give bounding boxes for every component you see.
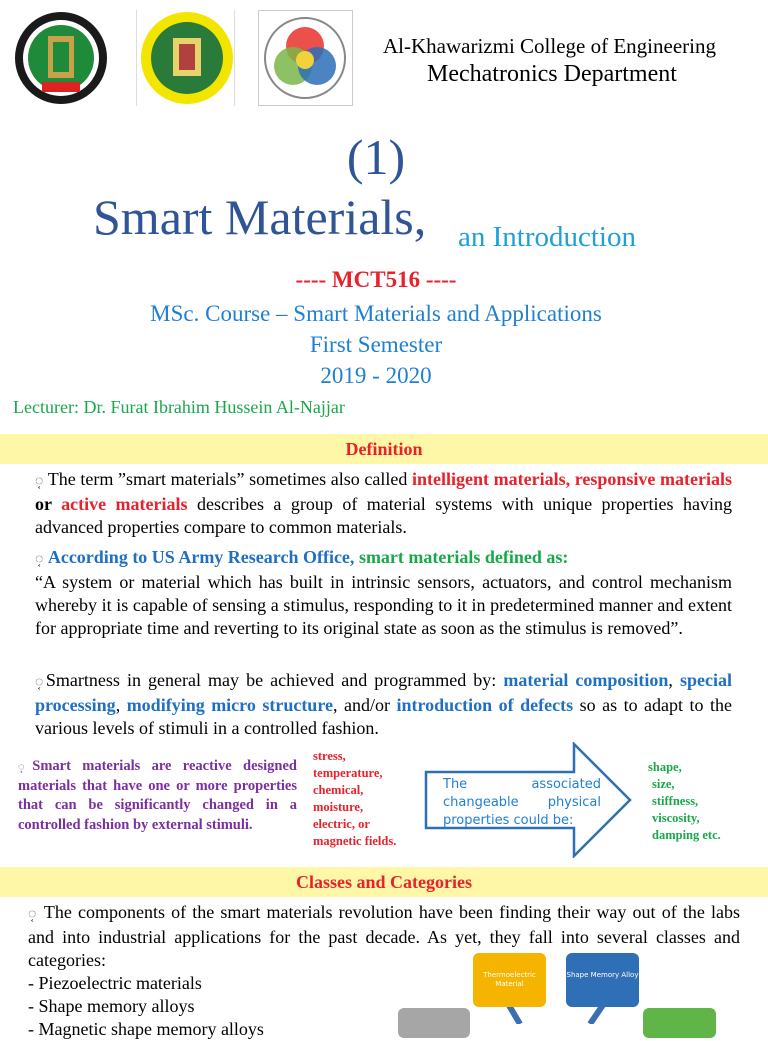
college-name: Al-Khawarizmi College of Engineering — [383, 34, 716, 58]
bullet-icon: ◌͔ — [28, 906, 38, 922]
arrow-text: The associated changeable physical properties could be: — [443, 777, 601, 828]
class-item: - Piezoelectric materials — [28, 973, 202, 993]
bullet-icon: ◌͔ — [35, 674, 46, 690]
logo-divider — [136, 10, 137, 106]
college-seal-icon — [140, 10, 235, 106]
stimuli-list: stress, temperature, chemical, moisture, electric, or magnetic fields. — [313, 749, 397, 848]
bullet-icon: ◌͔ — [35, 551, 44, 567]
army-definition-quote: “A system or material which has built in intrinsic sensors, actuators, and control mechanism whereby it is capable of sensing a stimulus, responding to it in predetermined manner and extent for appropriate time and reverting to its original state as soon as the stimulus is removed”. — [35, 572, 732, 638]
class-item: - Magnetic shape memory alloys — [28, 1019, 264, 1039]
page-title: Smart Materials, — [93, 189, 427, 245]
lecturer-name: Lecturer: Dr. Furat Ibrahim Hussein Al-Najjar — [13, 397, 345, 417]
university-seal-icon — [12, 10, 110, 106]
definition-paragraph-3: ◌͔Smartness in general may be achieved and programmed by: material composition, special processing, modifying micro structure, and/or introduction of defects so as to adapt to the various levels of stimuli in a controlled fashion. — [35, 670, 733, 738]
logo-divider — [234, 10, 235, 106]
department-name: Mechatronics Department — [427, 61, 677, 87]
category-box-green — [643, 1008, 716, 1038]
category-box-shape-memory: Shape Memory Alloy — [566, 953, 639, 1007]
page-subtitle: an Introduction — [458, 221, 636, 253]
bullet-icon: ◌͔ — [18, 760, 33, 773]
mechatronics-venn-icon — [258, 10, 353, 106]
course-name: MSc. Course – Smart Materials and Applications — [150, 301, 602, 326]
reactive-materials-text: ◌͔Smart materials are reactive designed materials that have one or more properties that can be significantly changed in a controlled fashion by external stimuli. — [18, 758, 297, 833]
course-info — [0, 298, 752, 391]
bullet-icon: ◌͔ — [35, 473, 44, 489]
definition-paragraph-2: ◌͔ According to US Army Research Office, smart materials defined as: “A system or material which has built in intrinsic sensors, actuators, and control mechanism whereby it is capable of sensing a stimulus, responding to it in predetermined manner and extent for appropriate time and reverting to its original state as soon as the stimulus is removed”. — [35, 547, 732, 638]
properties-list: shape, size, stiffness, viscosity, damping etc. — [648, 760, 721, 842]
course-year: 2019 - 2020 — [320, 363, 432, 388]
definition-paragraph-1: ◌͔ The term ”smart materials” sometimes also called intelligent materials, responsive materials or active materials describes a group of material systems with unique properties having advanced properties compare to common materials. — [35, 469, 732, 537]
lecture-number: (1) — [346, 129, 406, 185]
course-code: ---- MCT516 ---- — [295, 267, 457, 292]
class-item: - Shape memory alloys — [28, 996, 195, 1016]
definition-heading: Definition — [0, 434, 768, 464]
course-semester: First Semester — [309, 332, 443, 357]
category-box-gray — [398, 1008, 470, 1038]
classes-heading: Classes and Categories — [0, 867, 768, 897]
category-box-thermoelectric: Thermoelectric Material — [473, 953, 546, 1007]
classes-paragraph: ◌͔ The components of the smart materials revolution have been finding their way out of the labs and into industrial applications for the past decade. As yet, they fall into several classes and categories: - Piezoelectric materials - Shape memory alloys - Magnetic shape memory alloys — [28, 902, 740, 1039]
